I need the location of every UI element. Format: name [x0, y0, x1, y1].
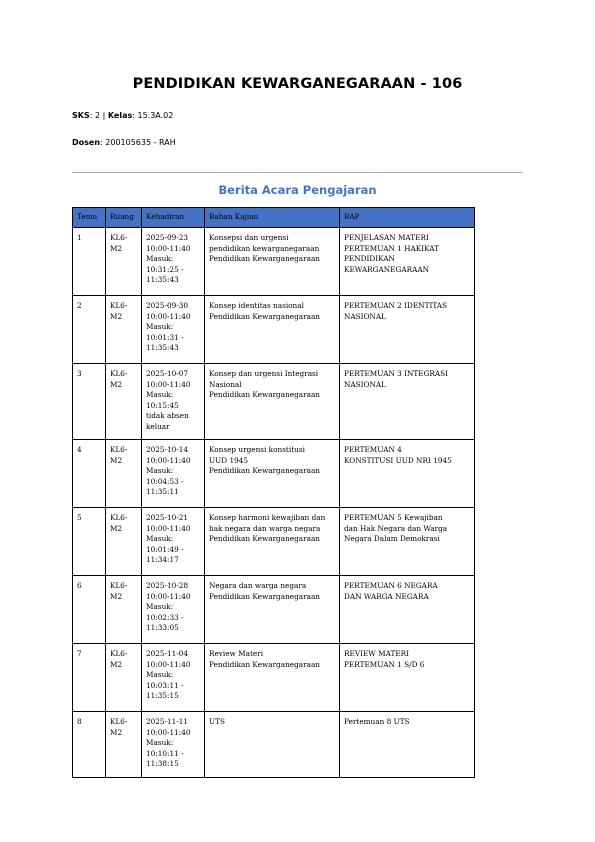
cell-line: 10:00-11:40 — [146, 311, 191, 321]
cell-line: Masuk: — [146, 534, 174, 544]
cell-line: Pendidikan Kewarganegaraan — [209, 390, 321, 400]
cell-line: Masuk: — [146, 738, 174, 748]
cell-line: 11:38:15 — [146, 759, 179, 769]
cell-bahan-kajian — [205, 228, 340, 296]
cell-line: Konsep dan urgensi Integrasi — [209, 369, 319, 378]
cell-ruang — [106, 644, 142, 712]
course-meta — [72, 111, 173, 120]
cell-bahan-kajian — [205, 364, 340, 440]
cell-bap — [340, 576, 475, 644]
teaching-record-table — [72, 207, 475, 778]
cell-ruang — [106, 576, 142, 644]
cell-line: Masuk: — [146, 602, 174, 612]
cell-line: 10:01:49 - — [146, 544, 184, 554]
cell-line: Negara dan warga negara — [209, 581, 307, 590]
cell-line: 11:35:43 — [146, 275, 179, 285]
cell-line: PERTEMUAN 2 IDENTITAS — [344, 301, 448, 310]
cell-bap — [340, 508, 475, 576]
cell-line: 10:04:53 - — [146, 476, 184, 486]
cell-line: keluar — [146, 421, 170, 431]
cell-kehadiran — [142, 228, 205, 296]
cell-line: M2 — [110, 243, 123, 253]
cell-line: REVIEW MATERI — [344, 649, 410, 658]
cell-line: 10:00-11:40 — [146, 455, 191, 465]
table-row — [73, 364, 475, 440]
cell-line: 10:00-11:40 — [146, 523, 191, 533]
cell-bahan-kajian — [205, 508, 340, 576]
cell-line: 2025-10-21 — [146, 513, 189, 522]
cell-line: Pendidikan Kewarganegaraan — [209, 659, 321, 669]
cell-line: UTS — [209, 717, 226, 726]
table-row — [73, 296, 475, 364]
cell-ruang — [106, 508, 142, 576]
cell-line: KL6- — [110, 717, 128, 726]
cell-kehadiran — [142, 440, 205, 508]
cell-line: 2025-11-04 — [146, 649, 189, 658]
cell-ruang — [106, 440, 142, 508]
cell-ruang — [106, 228, 142, 296]
col-header-ruang: Ruang — [106, 208, 142, 228]
cell-line: Pertemuan 8 UTS — [344, 717, 410, 726]
table-row — [73, 508, 475, 576]
cell-line: Konsep harmoni kewajiban dan — [209, 513, 326, 522]
cell-line: Konsep identitas nasional — [209, 301, 304, 310]
cell-line: Pendidikan Kewarganegaraan — [209, 534, 321, 544]
cell-line: M2 — [110, 591, 123, 601]
cell-line: UUD 1945 — [209, 455, 249, 465]
cell-line: 10:03:11 - — [146, 680, 184, 690]
sks-value: : 2 | — [89, 111, 108, 120]
cell-line: 10:00-11:40 — [146, 591, 191, 601]
cell-line: 10:15:45 — [146, 400, 179, 410]
cell-kehadiran — [142, 712, 205, 778]
cell-line: PERTEMUAN 1 S/D 6 — [344, 659, 425, 669]
cell-line: PERTEMUAN 6 NEGARA — [344, 581, 438, 590]
cell-line: Pendidikan Kewarganegaraan — [209, 466, 321, 476]
sks-label: SKS — [72, 111, 90, 120]
cell-line: 2025-09-30 — [146, 301, 189, 310]
table-row — [73, 644, 475, 712]
cell-bap — [340, 440, 475, 508]
cell-line: 10:10:11 - — [146, 748, 184, 758]
cell-line: pendidikan kewarganegaraan — [209, 243, 320, 253]
cell-line: 11:35:11 — [146, 487, 179, 497]
cell-line: Konsepsi dan urgensi — [209, 233, 289, 242]
cell-line: PERTEMUAN 3 INTEGRASI — [344, 369, 449, 378]
cell-line: PENJELASAN MATERI — [344, 233, 429, 242]
cell-temu: 1 — [73, 228, 106, 296]
cell-line: 10:00-11:40 — [146, 727, 191, 737]
cell-line: 11:35:43 — [146, 343, 179, 353]
cell-line: 2025-10-14 — [146, 445, 189, 454]
divider — [72, 172, 523, 173]
cell-line: M2 — [110, 455, 123, 465]
cell-bap — [340, 644, 475, 712]
cell-line: 10:02:33 - — [146, 612, 184, 622]
kelas-value: : 15.3A.02 — [132, 111, 174, 120]
dosen-label: Dosen — [72, 138, 101, 147]
cell-line: KL6- — [110, 513, 128, 522]
cell-ruang — [106, 364, 142, 440]
col-header-bap: BAP — [340, 208, 475, 228]
cell-line: Nasional — [209, 379, 242, 389]
cell-kehadiran — [142, 644, 205, 712]
cell-line: M2 — [110, 311, 123, 321]
lecturer-meta — [72, 138, 176, 147]
cell-line: KL6- — [110, 649, 128, 658]
cell-bahan-kajian — [205, 576, 340, 644]
table-row — [73, 576, 475, 644]
cell-line: hak negara dan warga negara — [209, 523, 321, 533]
cell-line: 10:00-11:40 — [146, 379, 191, 389]
cell-bahan-kajian — [205, 440, 340, 508]
cell-line: 11:35:15 — [146, 691, 179, 701]
cell-line: PERTEMUAN 1 HAKIKAT — [344, 243, 439, 253]
cell-line: Review Materi — [209, 649, 264, 658]
cell-temu: 5 — [73, 508, 106, 576]
cell-temu: 4 — [73, 440, 106, 508]
cell-line: tidak absen — [146, 411, 189, 421]
cell-line: PENDIDIKAN — [344, 254, 395, 264]
cell-line: Masuk: — [146, 254, 174, 264]
cell-line: M2 — [110, 727, 123, 737]
table-header-row — [73, 208, 475, 228]
cell-kehadiran — [142, 576, 205, 644]
cell-line: PERTEMUAN 5 Kewajiban — [344, 513, 443, 522]
dosen-value: : 200105635 - RAH — [100, 138, 176, 147]
cell-line: KL6- — [110, 233, 128, 242]
cell-bahan-kajian — [205, 712, 340, 778]
cell-temu: 7 — [73, 644, 106, 712]
cell-temu: 2 — [73, 296, 106, 364]
cell-line: 10:01:31 - — [146, 332, 184, 342]
cell-line: 11:34:17 — [146, 555, 179, 565]
cell-bap — [340, 364, 475, 440]
cell-line: PERTEMUAN 4 — [344, 445, 402, 454]
cell-ruang — [106, 296, 142, 364]
cell-line: Masuk: — [146, 670, 174, 680]
cell-line: 2025-10-28 — [146, 581, 189, 590]
cell-kehadiran — [142, 508, 205, 576]
cell-line: 2025-10-07 — [146, 369, 189, 378]
cell-bap — [340, 712, 475, 778]
cell-temu: 3 — [73, 364, 106, 440]
cell-kehadiran — [142, 296, 205, 364]
cell-line: Masuk: — [146, 322, 174, 332]
page-title: PENDIDIKAN KEWARGANEGARAAN - 106 — [132, 76, 463, 92]
cell-line: 11:33:05 — [146, 623, 179, 633]
cell-kehadiran — [142, 364, 205, 440]
cell-line: KL6- — [110, 445, 128, 454]
cell-line: Pendidikan Kewarganegaraan — [209, 591, 321, 601]
col-header-bahan-kajian: Bahan Kajian — [205, 208, 340, 228]
cell-line: M2 — [110, 379, 123, 389]
cell-bap — [340, 296, 475, 364]
table-row — [73, 440, 475, 508]
cell-bap — [340, 228, 475, 296]
cell-temu: 8 — [73, 712, 106, 778]
kelas-label: Kelas — [107, 111, 133, 120]
cell-line: 2025-11-11 — [146, 717, 189, 726]
cell-line: dan Hak Negara dan Warga — [344, 523, 448, 533]
cell-bahan-kajian — [205, 644, 340, 712]
cell-line: NASIONAL — [344, 311, 387, 321]
cell-line: NASIONAL — [344, 379, 387, 389]
col-header-temu: Temu — [73, 208, 106, 228]
cell-line: DAN WARGA NEGARA — [344, 591, 429, 601]
cell-line: KL6- — [110, 301, 128, 310]
section-title: Berita Acara Pengajaran — [218, 183, 377, 197]
cell-bahan-kajian — [205, 296, 340, 364]
col-header-kehadiran: Kehadiran — [142, 208, 205, 228]
table-row — [73, 228, 475, 296]
cell-line: KL6- — [110, 581, 128, 590]
cell-line: M2 — [110, 523, 123, 533]
cell-line: Masuk: — [146, 466, 174, 476]
cell-line: Negara Dalam Demokrasi — [344, 534, 440, 544]
cell-line: M2 — [110, 659, 123, 669]
cell-line: Pendidikan Kewarganegaraan — [209, 311, 321, 321]
cell-line: KONSTITUSI UUD NRI 1945 — [344, 455, 452, 465]
cell-temu: 6 — [73, 576, 106, 644]
cell-ruang — [106, 712, 142, 778]
cell-line: Konsep urgensi konstitusi — [209, 445, 305, 454]
cell-line: 10:00-11:40 — [146, 243, 191, 253]
cell-line: 10:00-11:40 — [146, 659, 191, 669]
cell-line: KL6- — [110, 369, 128, 378]
cell-line: Masuk: — [146, 390, 174, 400]
cell-line: 10:31:25 - — [146, 264, 184, 274]
cell-line: 2025-09-23 — [146, 233, 189, 242]
cell-line: Pendidikan Kewarganegaraan — [209, 254, 321, 264]
table-row — [73, 712, 475, 778]
cell-line: KEWARGANEGARAAN — [344, 264, 430, 274]
